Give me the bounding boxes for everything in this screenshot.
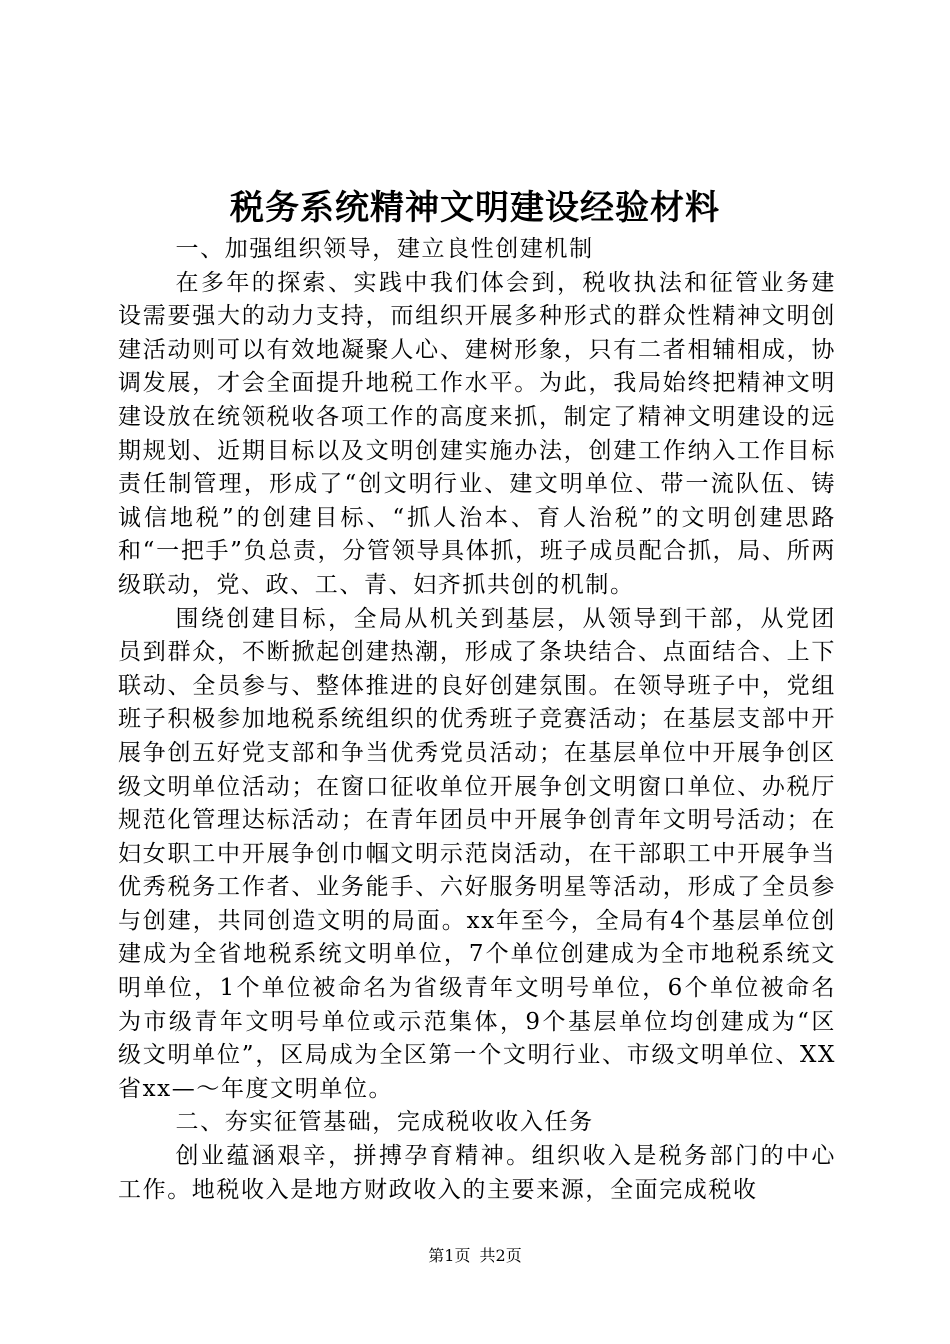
paragraph-2: 围绕创建目标，全局从机关到基层，从领导到干部，从党团员到群众，不断掀起创建热潮，形成了条块结合、点面结合、上下联动、全员参与、整体推进的良好创建氛围。在领导班子中，党组班子积极参加地税系统组织的优秀班子竞赛活动；在基层支部中开展争创五好党支部和争当优秀党员活动；在基层单位中开展争创区级文明单位活动；在窗口征收单位开展争创文明窗口单位、办税厅规范化管理达标活动；在青年团员中开展争创青年文明号活动；在妇女职工中开展争创巾帼文明示范岗活动，在干部职工中开展争当优秀税务工作者、业务能手、六好服务明星等活动，形成了全员参与创建，共同创造文明的局面。xx年至今，全局有4个基层单位创建成为全省地税系统文明单位，7个单位创建成为全市地税系统文明单位，1个单位被命名为省级青年文明号单位，6个单位被命名为市级青年文明号单位或示范集体，9个基层单位均创建成为“区级文明单位”，区局成为全区第一个文明行业、市级文明单位、XX省xx—～年度文明单位。 [118,605,836,1102]
document-body [118,233,836,1207]
section-heading-2: 二、夯实征管基础，完成税收收入任务 [175,1109,594,1136]
paragraph-3: 创业蕴涵艰辛，拼搏孕育精神。组织收入是税务部门的中心工作。地税收入是地方财政收入的主要来源，全面完成税收 [118,1143,836,1203]
paragraph-1: 在多年的探索、实践中我们体会到，税收执法和征管业务建设需要强大的动力支持，而组织开展多种形式的群众性精神文明创建活动则可以有效地凝聚人心、建树形象，只有二者相辅相成，协调发展，才会全面提升地税工作水平。为此，我局始终把精神文明建设放在统领税收各项工作的高度来抓，制定了精神文明建设的远期规划、近期目标以及文明创建实施办法，创建工作纳入工作目标责任制管理，形成了“创文明行业、建文明单位、带一流队伍、铸诚信地税”的创建目标、“抓人治本、育人治税”的文明创建思路和“一把手”负总责，分管领导具体抓，班子成员配合抓，局、所两级联动，党、政、工、青、妇齐抓共创的机制。 [118,269,836,598]
page-total: 共2页 [479,1246,522,1265]
section-heading-1: 一、加强组织领导，建立良性创建机制 [175,236,594,262]
page-footer [0,1244,950,1268]
document-title: 税务系统精神文明建设经验材料 [230,188,720,228]
page-number: 第1页 [428,1246,471,1265]
